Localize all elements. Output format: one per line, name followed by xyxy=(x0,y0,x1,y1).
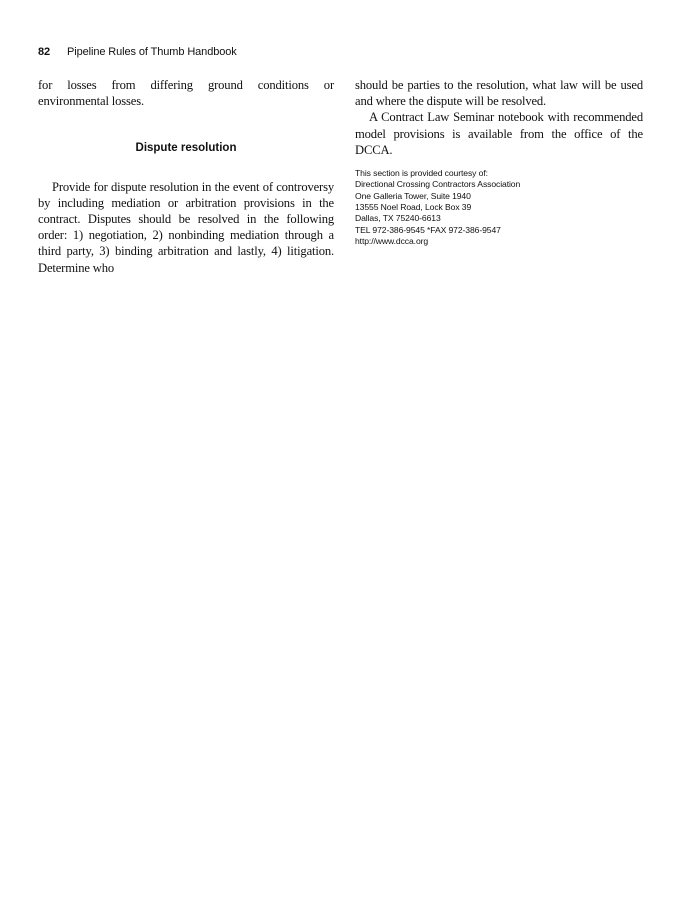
book-title: Pipeline Rules of Thumb Handbook xyxy=(67,46,237,58)
continued-paragraph: for losses from differing ground conditions or environmental losses. xyxy=(38,78,334,109)
section-heading: Dispute resolution xyxy=(135,142,237,155)
seminar-paragraph: A Contract Law Seminar notebook with recommended model provisions is available from the office of the DCCA. xyxy=(355,110,643,157)
phone-fax: TEL 972-386-9545 *FAX 972-386-9547 xyxy=(355,224,501,235)
right-column xyxy=(355,77,643,247)
running-header xyxy=(38,46,237,58)
address-line-2: 13555 Noel Road, Lock Box 39 xyxy=(355,201,472,212)
website-link[interactable]: http://www.dcca.org xyxy=(355,235,429,246)
organization-name: Directional Crossing Contractors Association xyxy=(355,179,521,190)
continued-paragraph-right: should be parties to the resolution, what law will be used and where the dispute will be resolved. xyxy=(355,78,643,109)
left-column xyxy=(38,77,334,276)
city-line: Dallas, TX 75240-6613 xyxy=(355,213,441,224)
courtesy-block xyxy=(355,168,643,247)
dispute-paragraph: Provide for dispute resolution in the event of controversy by including mediation or arbitration provisions in the contract. Disputes should be resolved in the following order: 1) negotiation, 2) nonbinding mediation through a third party, 3) binding arbitration and lastly, 4) litigation. Determine who xyxy=(38,179,334,275)
courtesy-intro: This section is provided courtesy of: xyxy=(355,168,488,179)
address-line-1: One Galleria Tower, Suite 1940 xyxy=(355,190,471,201)
page-number: 82 xyxy=(38,46,51,58)
